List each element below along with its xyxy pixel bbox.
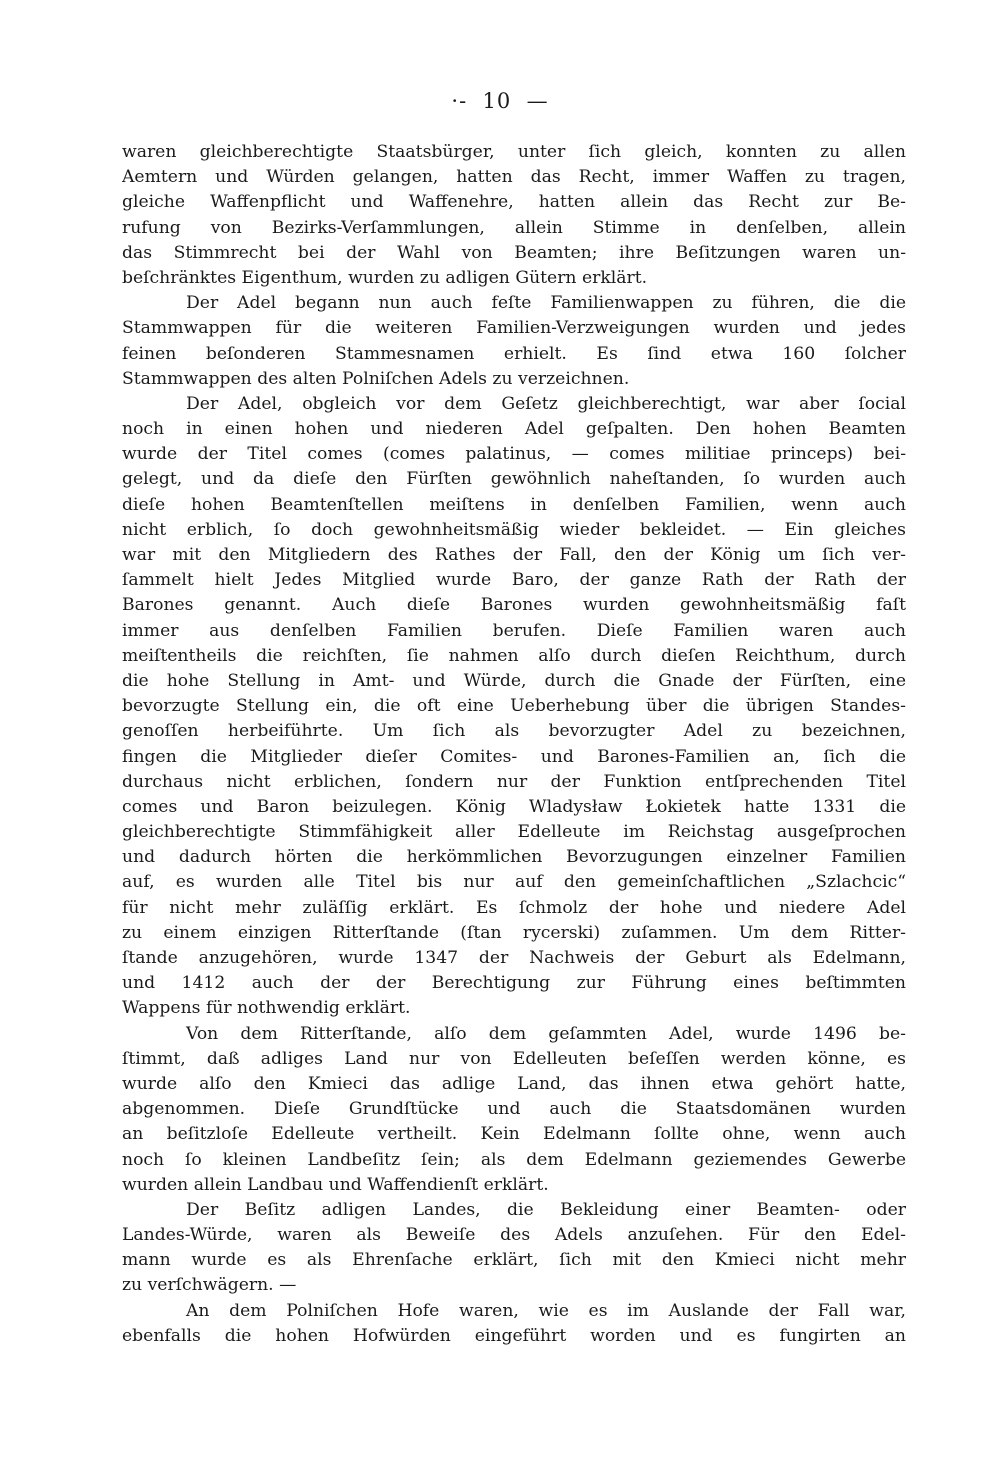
text-line: wurde alſo den Kmieci das adlige Land, das ihnen etwa gehört hatte,	[122, 1073, 906, 1094]
text-line: die hohe Stellung in Amt- und Würde, durch die Gnade der Fürſten, eine	[122, 670, 906, 691]
text-line: und dadurch hörten die herkömmlichen Bevorzugungen einzelner Familien	[122, 847, 906, 868]
text-line: genoſſen herbeiführte. Um ſich als bevorzugter Adel zu bezeichnen,	[122, 721, 906, 742]
text-line: gleiche Waffenpflicht und Waffenehre, hatten allein das Recht zur Be-	[122, 192, 906, 213]
text-line: Barones genannt. Auch dieſe Barones wurden gewohnheitsmäßig faſt	[122, 595, 906, 616]
text-line: beſchränktes Eigenthum, wurden zu adligen Gütern erklärt.	[122, 267, 648, 288]
text-line: Stammwappen für die weiteren Familien-Verzweigungen wurden und jedes	[122, 318, 906, 339]
text-line: Der Adel begann nun auch feſte Familienwappen zu führen, die die	[186, 293, 906, 314]
text-line: ebenfalls die hohen Hofwürden eingeführt worden und es fungirten an	[122, 1325, 906, 1346]
text-line: Der Adel, obgleich vor dem Geſetz gleichberechtigt, war aber ſocial	[186, 393, 906, 414]
text-line: Von dem Ritterſtande, alſo dem geſammten Adel, wurde 1496 be-	[186, 1023, 906, 1044]
text-line: durchaus nicht erblichen, ſondern nur der Funktion entſprechenden Titel	[122, 771, 906, 792]
text-line: rufung von Bezirks-Verſammlungen, allein Stimme in denſelben, allein	[122, 217, 906, 238]
text-line: Der Beſitz adligen Landes, die Bekleidung einer Beamten- oder	[186, 1199, 906, 1220]
text-line: Aemtern und Würden gelangen, hatten das Recht, immer Waffen zu tragen,	[122, 167, 906, 188]
text-line: mann wurde es als Ehrenſache erklärt, ſich mit den Kmieci nicht mehr	[122, 1250, 906, 1271]
text-line: an beſitzloſe Edelleute vertheilt. Kein Edelmann ſollte ohne, wenn auch	[122, 1124, 906, 1145]
text-line: Landes-Würde, waren als Beweiſe des Adels anzuſehen. Für den Edel-	[122, 1225, 906, 1246]
text-line: und 1412 auch der der Berechtigung zur Führung eines beſtimmten	[122, 973, 906, 994]
text-line: zu verſchwägern. —	[122, 1275, 297, 1296]
text-line: Wappens für nothwendig erklärt.	[122, 998, 411, 1019]
page-number: ·- 10 —	[451, 89, 549, 113]
text-line: ſtimmt, daß adliges Land nur von Edelleuten beſeſſen werden könne, es	[122, 1048, 906, 1069]
text-line: meiſtentheils die reichſten, ſie nahmen alſo durch dieſen Reichthum, durch	[122, 645, 906, 666]
text-line: waren gleichberechtigte Staatsbürger, unter ſich gleich, konnten zu allen	[122, 142, 906, 162]
text-line: immer aus denſelben Familien berufen. Dieſe Familien waren auch	[122, 620, 906, 641]
text-line: gleichberechtigte Stimmfähigkeit aller Edelleute im Reichstag ausgeſprochen	[122, 822, 906, 843]
body-text	[122, 140, 906, 1349]
text-line: noch ſo kleinen Landbeſitz ſein; als dem Edelmann geziemendes Gewerbe	[122, 1149, 906, 1170]
text-line: comes und Baron beizulegen. König Wladysław Łokietek hatte 1331 die	[122, 796, 906, 817]
text-line: wurde der Titel comes (comes palatinus, — comes militiae princeps) bei-	[122, 444, 906, 465]
text-line: ſtande anzugehören, wurde 1347 der Nachweis der Geburt als Edelmann,	[122, 948, 906, 968]
text-line: fingen die Mitglieder dieſer Comites- und Barones-Familien an, ſich die	[122, 746, 906, 767]
text-line: bevorzugte Stellung ein, die oft eine Ueberhebung über die übrigen Standes-	[122, 696, 906, 717]
text-line: zu einem einzigen Ritterſtande (ſtan rycerski) zuſammen. Um dem Ritter-	[122, 922, 906, 943]
text-line: für nicht mehr zuläſſig erklärt. Es ſchmolz der hohe und niedere Adel	[122, 897, 906, 918]
text-line: war mit den Mitgliedern des Rathes der Fall, den der König um ſich ver-	[122, 545, 906, 565]
text-line: abgenommen. Dieſe Grundſtücke und auch die Staatsdomänen wurden	[122, 1099, 906, 1120]
text-line: dieſe hohen Beamtenſtellen meiſtens in denſelben Familien, wenn auch	[122, 494, 906, 515]
text-line: wurden allein Landbau und Waffendienſt erklärt.	[122, 1174, 549, 1195]
text-line: Stammwappen des alten Polniſchen Adels zu verzeichnen.	[122, 368, 630, 389]
text-line: noch in einen hohen und niederen Adel geſpalten. Den hohen Beamten	[122, 419, 906, 440]
text-line: An dem Polniſchen Hofe waren, wie es im Auslande der Fall war,	[186, 1300, 906, 1321]
text-line: feinen beſonderen Stammesnamen erhielt. Es ſind etwa 160 ſolcher	[122, 343, 906, 364]
text-line: das Stimmrecht bei der Wahl von Beamten; ihre Beſitzungen waren un-	[122, 242, 906, 263]
text-line: auf, es wurden alle Titel bis nur auf den gemeinſchaftlichen „Szlachcic“	[122, 872, 906, 893]
text-line: gelegt, und da dieſe den Fürſten gewöhnlich naheſtanden, ſo wurden auch	[122, 469, 906, 490]
text-line: nicht erblich, ſo doch gewohnheitsmäßig wieder bekleidet. — Ein gleiches	[122, 519, 906, 540]
text-line: ſammelt hielt Jedes Mitglied wurde Baro, der ganze Rath der Rath der	[122, 570, 906, 591]
